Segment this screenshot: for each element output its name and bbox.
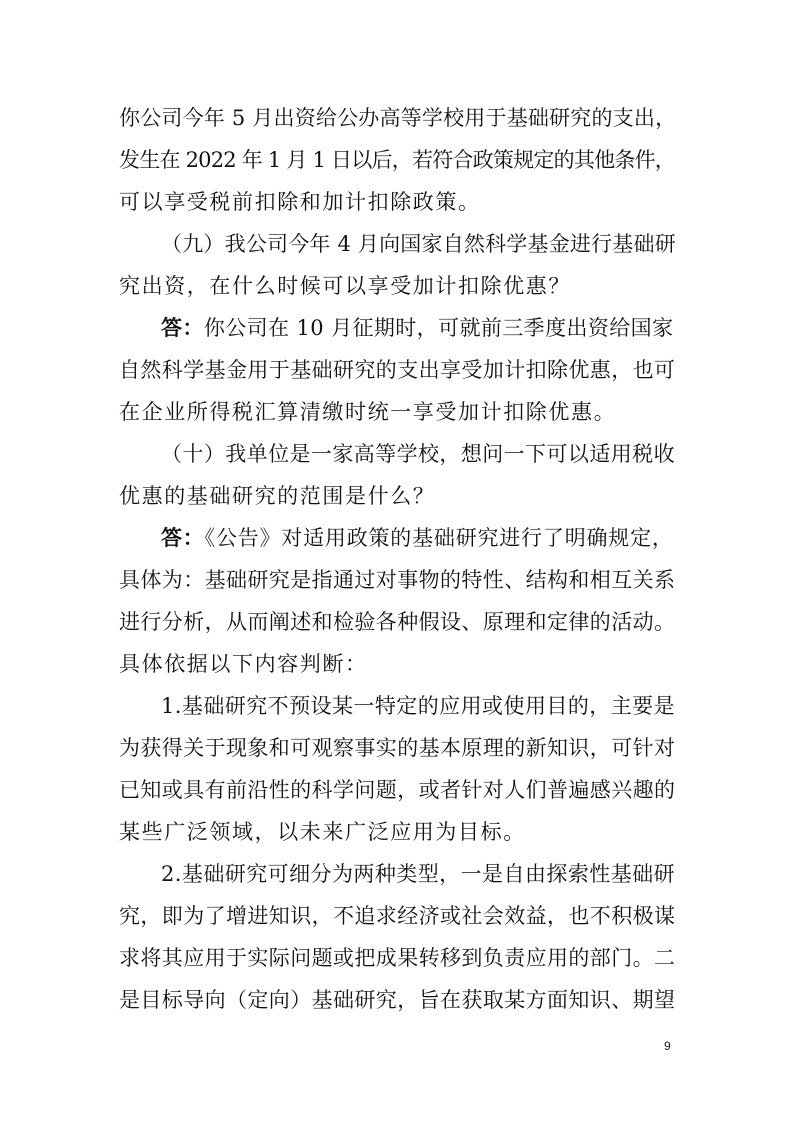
item-2-line-1: 2.基础研究可细分为两种类型，一是自由探索性基础研 <box>161 862 675 886</box>
answer-10-line-3: 进行分析，从而阐述和检验各种假设、原理和定律的活动。 <box>119 610 676 634</box>
answer-10-text: 《公告》对适用政策的基础研究进行了明确规定， <box>204 526 674 550</box>
item-2-line-4: 是目标导向（定向）基础研究，旨在获取某方面知识、期望 <box>119 988 676 1012</box>
answer-9-text: 你公司在 10 月征期时，可就前三季度出资给国家 <box>203 316 674 340</box>
answer-label: 答： <box>161 315 204 340</box>
question-10-line-1: （十）我单位是一家高等学校，想问一下可以适用税收 <box>161 442 675 466</box>
item-2-line-2: 究，即为了增进知识，不追求经济或社会效益，也不积极谋 <box>119 904 676 928</box>
answer-10-line-4: 具体依据以下内容判断： <box>119 652 368 676</box>
answer-9-line-2: 自然科学基金用于基础研究的支出享受加计扣除优惠，也可 <box>119 358 676 382</box>
item-1-line-4: 某些广泛领域，以未来广泛应用为目标。 <box>119 820 526 844</box>
question-9-line-1: （九）我公司今年 4 月向国家自然科学基金进行基础研 <box>161 232 676 256</box>
item-1-line-2: 为获得关于现象和可观察事实的基本原理的新知识，可针对 <box>119 736 676 760</box>
question-10-line-2: 优惠的基础研究的范围是什么？ <box>119 484 436 508</box>
text-line-3: 可以享受税前扣除和加计扣除政策。 <box>119 190 481 214</box>
text-line-2: 发生在 2022 年 1 月 1 日以后，若符合政策规定的其他条件， <box>119 148 675 172</box>
answer-10-line-1 <box>161 524 675 554</box>
answer-9-line-1 <box>161 314 675 344</box>
answer-10-line-2: 具体为：基础研究是指通过对事物的特性、结构和相互关系 <box>119 568 676 592</box>
answer-label: 答： <box>161 525 205 550</box>
item-1-line-1: 1.基础研究不预设某一特定的应用或使用目的，主要是 <box>161 694 675 718</box>
text-line-1: 你公司今年 5 月出资给公办高等学校用于基础研究的支出， <box>119 106 677 130</box>
answer-9-line-3: 在企业所得税汇算清缴时统一享受加计扣除优惠。 <box>119 400 617 424</box>
question-9-line-2: 究出资，在什么时候可以享受加计扣除优惠？ <box>119 274 571 298</box>
item-2-line-3: 求将其应用于实际问题或把成果转移到负责应用的部门。二 <box>119 946 676 970</box>
page-number: 9 <box>664 1039 671 1053</box>
item-1-line-3: 已知或具有前沿性的科学问题，或者针对人们普遍感兴趣的 <box>119 778 676 802</box>
